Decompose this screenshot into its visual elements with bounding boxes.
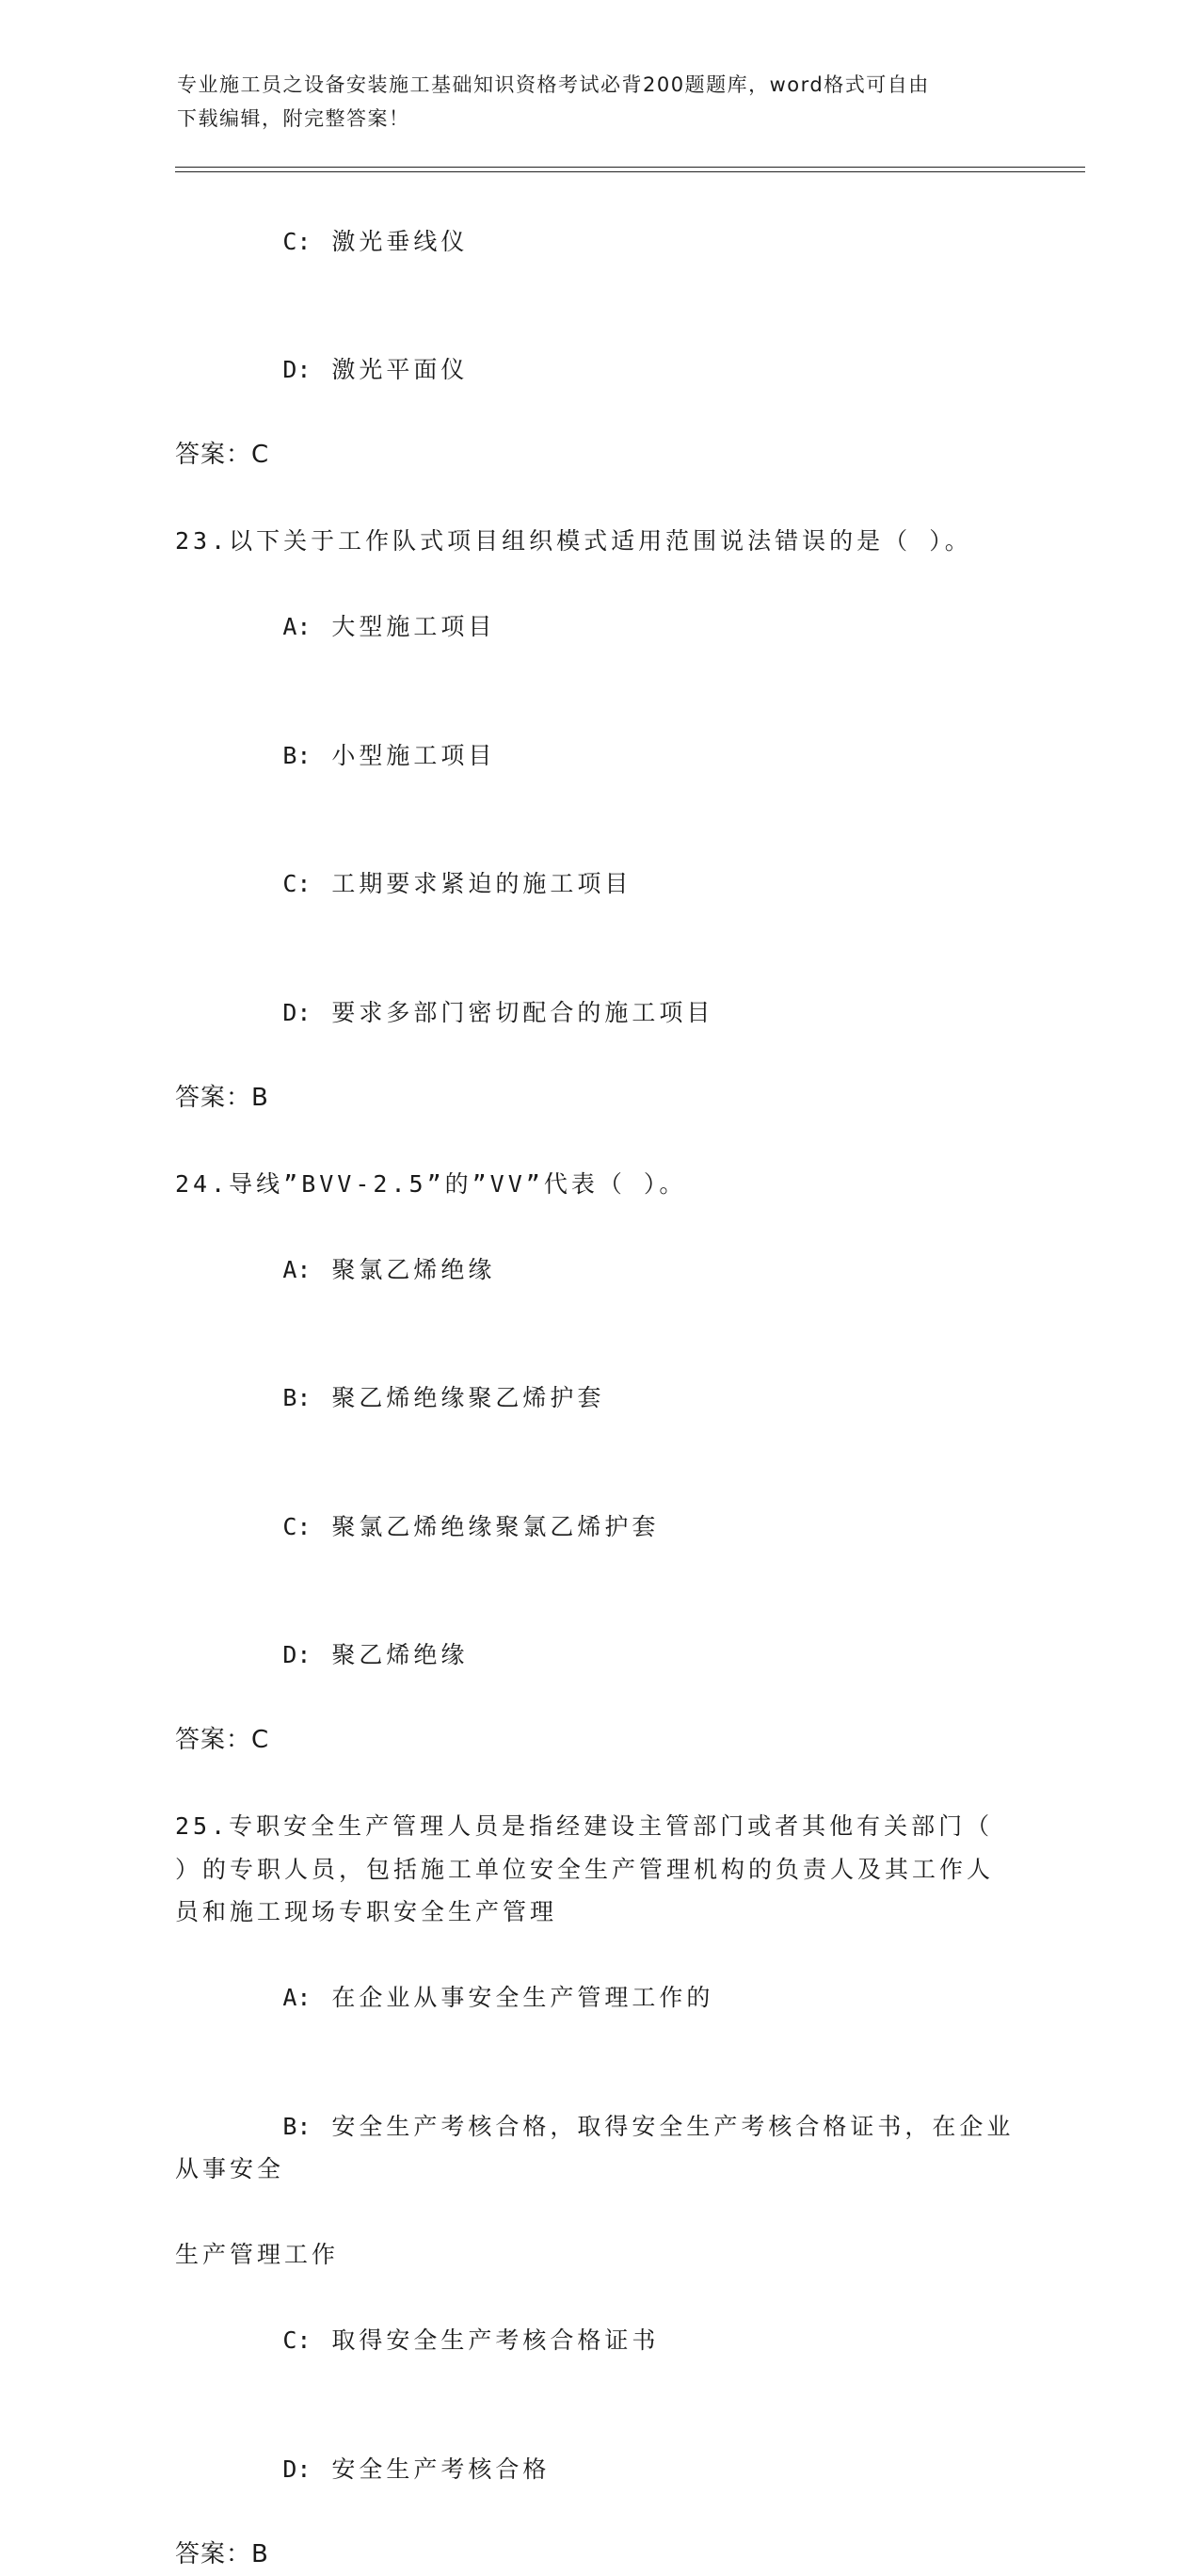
option-line <box>175 2062 1022 2233</box>
option-label: D: <box>282 1641 311 1668</box>
option-line <box>175 2277 1022 2406</box>
option-label: C: <box>282 2326 311 2354</box>
option-text: 大型施工项目 <box>331 613 495 640</box>
option-label: D: <box>282 2455 311 2483</box>
question-25 <box>175 1805 1022 2576</box>
option-text: 安全生产考核合格 <box>331 2455 550 2483</box>
option-label: B: <box>282 1384 311 1411</box>
option-text-continued: 生产管理工作 <box>175 2233 1022 2277</box>
question-stem-continued: ）的专职人员，包括施工单位安全生产管理机构的负责人及其工作人 <box>175 1848 1022 1892</box>
question-stem-continued: 员和施工现场专职安全生产管理 <box>175 1891 1022 1934</box>
option-text: 工期要求紧迫的施工项目 <box>331 870 632 897</box>
question-23 <box>175 520 1022 1119</box>
option-label: D: <box>282 356 311 383</box>
header-divider-bottom <box>175 171 1085 172</box>
header-title-line-1: 专业施工员之设备安装施工基础知识资格考试必背200题题库，word格式可自由 <box>177 68 1024 102</box>
option-label: A: <box>282 1984 311 2011</box>
option-text: 要求多部门密切配合的施工项目 <box>331 999 713 1026</box>
option-text: 激光垂线仪 <box>331 228 468 255</box>
question-stem: 24.导线”BVV-2.5”的”VV”代表（ ）。 <box>175 1163 1022 1206</box>
option-line <box>175 1205 1022 1334</box>
option-line <box>175 563 1022 692</box>
option-label: C: <box>282 228 311 255</box>
option-line <box>175 306 1022 435</box>
option-line <box>175 820 1022 949</box>
option-line <box>175 177 1022 306</box>
option-line <box>175 1462 1022 1591</box>
option-line <box>175 691 1022 820</box>
option-text: 安全生产考核合格，取得安全生产考核合格证书，在企业从事安全 <box>175 2113 1014 2183</box>
header-title-line-2: 下载编辑，附完整答案！ <box>177 102 1024 136</box>
answer-line: 答案：B <box>175 2534 1022 2576</box>
option-text: 在企业从事安全生产管理工作的 <box>331 1984 713 2011</box>
answer-line: 答案：C <box>175 434 1022 477</box>
option-text: 取得安全生产考核合格证书 <box>331 2326 659 2354</box>
option-line <box>175 1934 1022 2063</box>
option-label: D: <box>282 999 311 1026</box>
header-divider-top <box>175 167 1085 168</box>
option-text: 聚氯乙烯绝缘 <box>331 1256 495 1283</box>
answer-line: 答案：C <box>175 1719 1022 1763</box>
option-label: B: <box>282 742 311 769</box>
option-text: 聚乙烯绝缘聚乙烯护套 <box>331 1384 604 1411</box>
option-line <box>175 948 1022 1077</box>
continuation-block <box>175 177 1022 477</box>
option-line <box>175 1591 1022 1720</box>
option-text: 小型施工项目 <box>331 742 495 769</box>
option-line <box>175 2405 1022 2534</box>
question-24 <box>175 1163 1022 1763</box>
option-label: A: <box>282 1256 311 1283</box>
option-label: C: <box>282 1513 311 1540</box>
option-label: B: <box>282 2113 311 2140</box>
option-text: 聚乙烯绝缘 <box>331 1641 468 1668</box>
question-stem: 25.专职安全生产管理人员是指经建设主管部门或者其他有关部门（ <box>175 1805 1022 1848</box>
option-text: 聚氯乙烯绝缘聚氯乙烯护套 <box>331 1513 659 1540</box>
option-line <box>175 1334 1022 1463</box>
document-header <box>177 68 1024 136</box>
option-label: A: <box>282 613 311 640</box>
question-stem: 23.以下关于工作队式项目组织模式适用范围说法错误的是（ ）。 <box>175 520 1022 563</box>
answer-line: 答案：B <box>175 1077 1022 1120</box>
option-label: C: <box>282 870 311 897</box>
question-body <box>175 177 1022 2576</box>
option-text: 激光平面仪 <box>331 356 468 383</box>
